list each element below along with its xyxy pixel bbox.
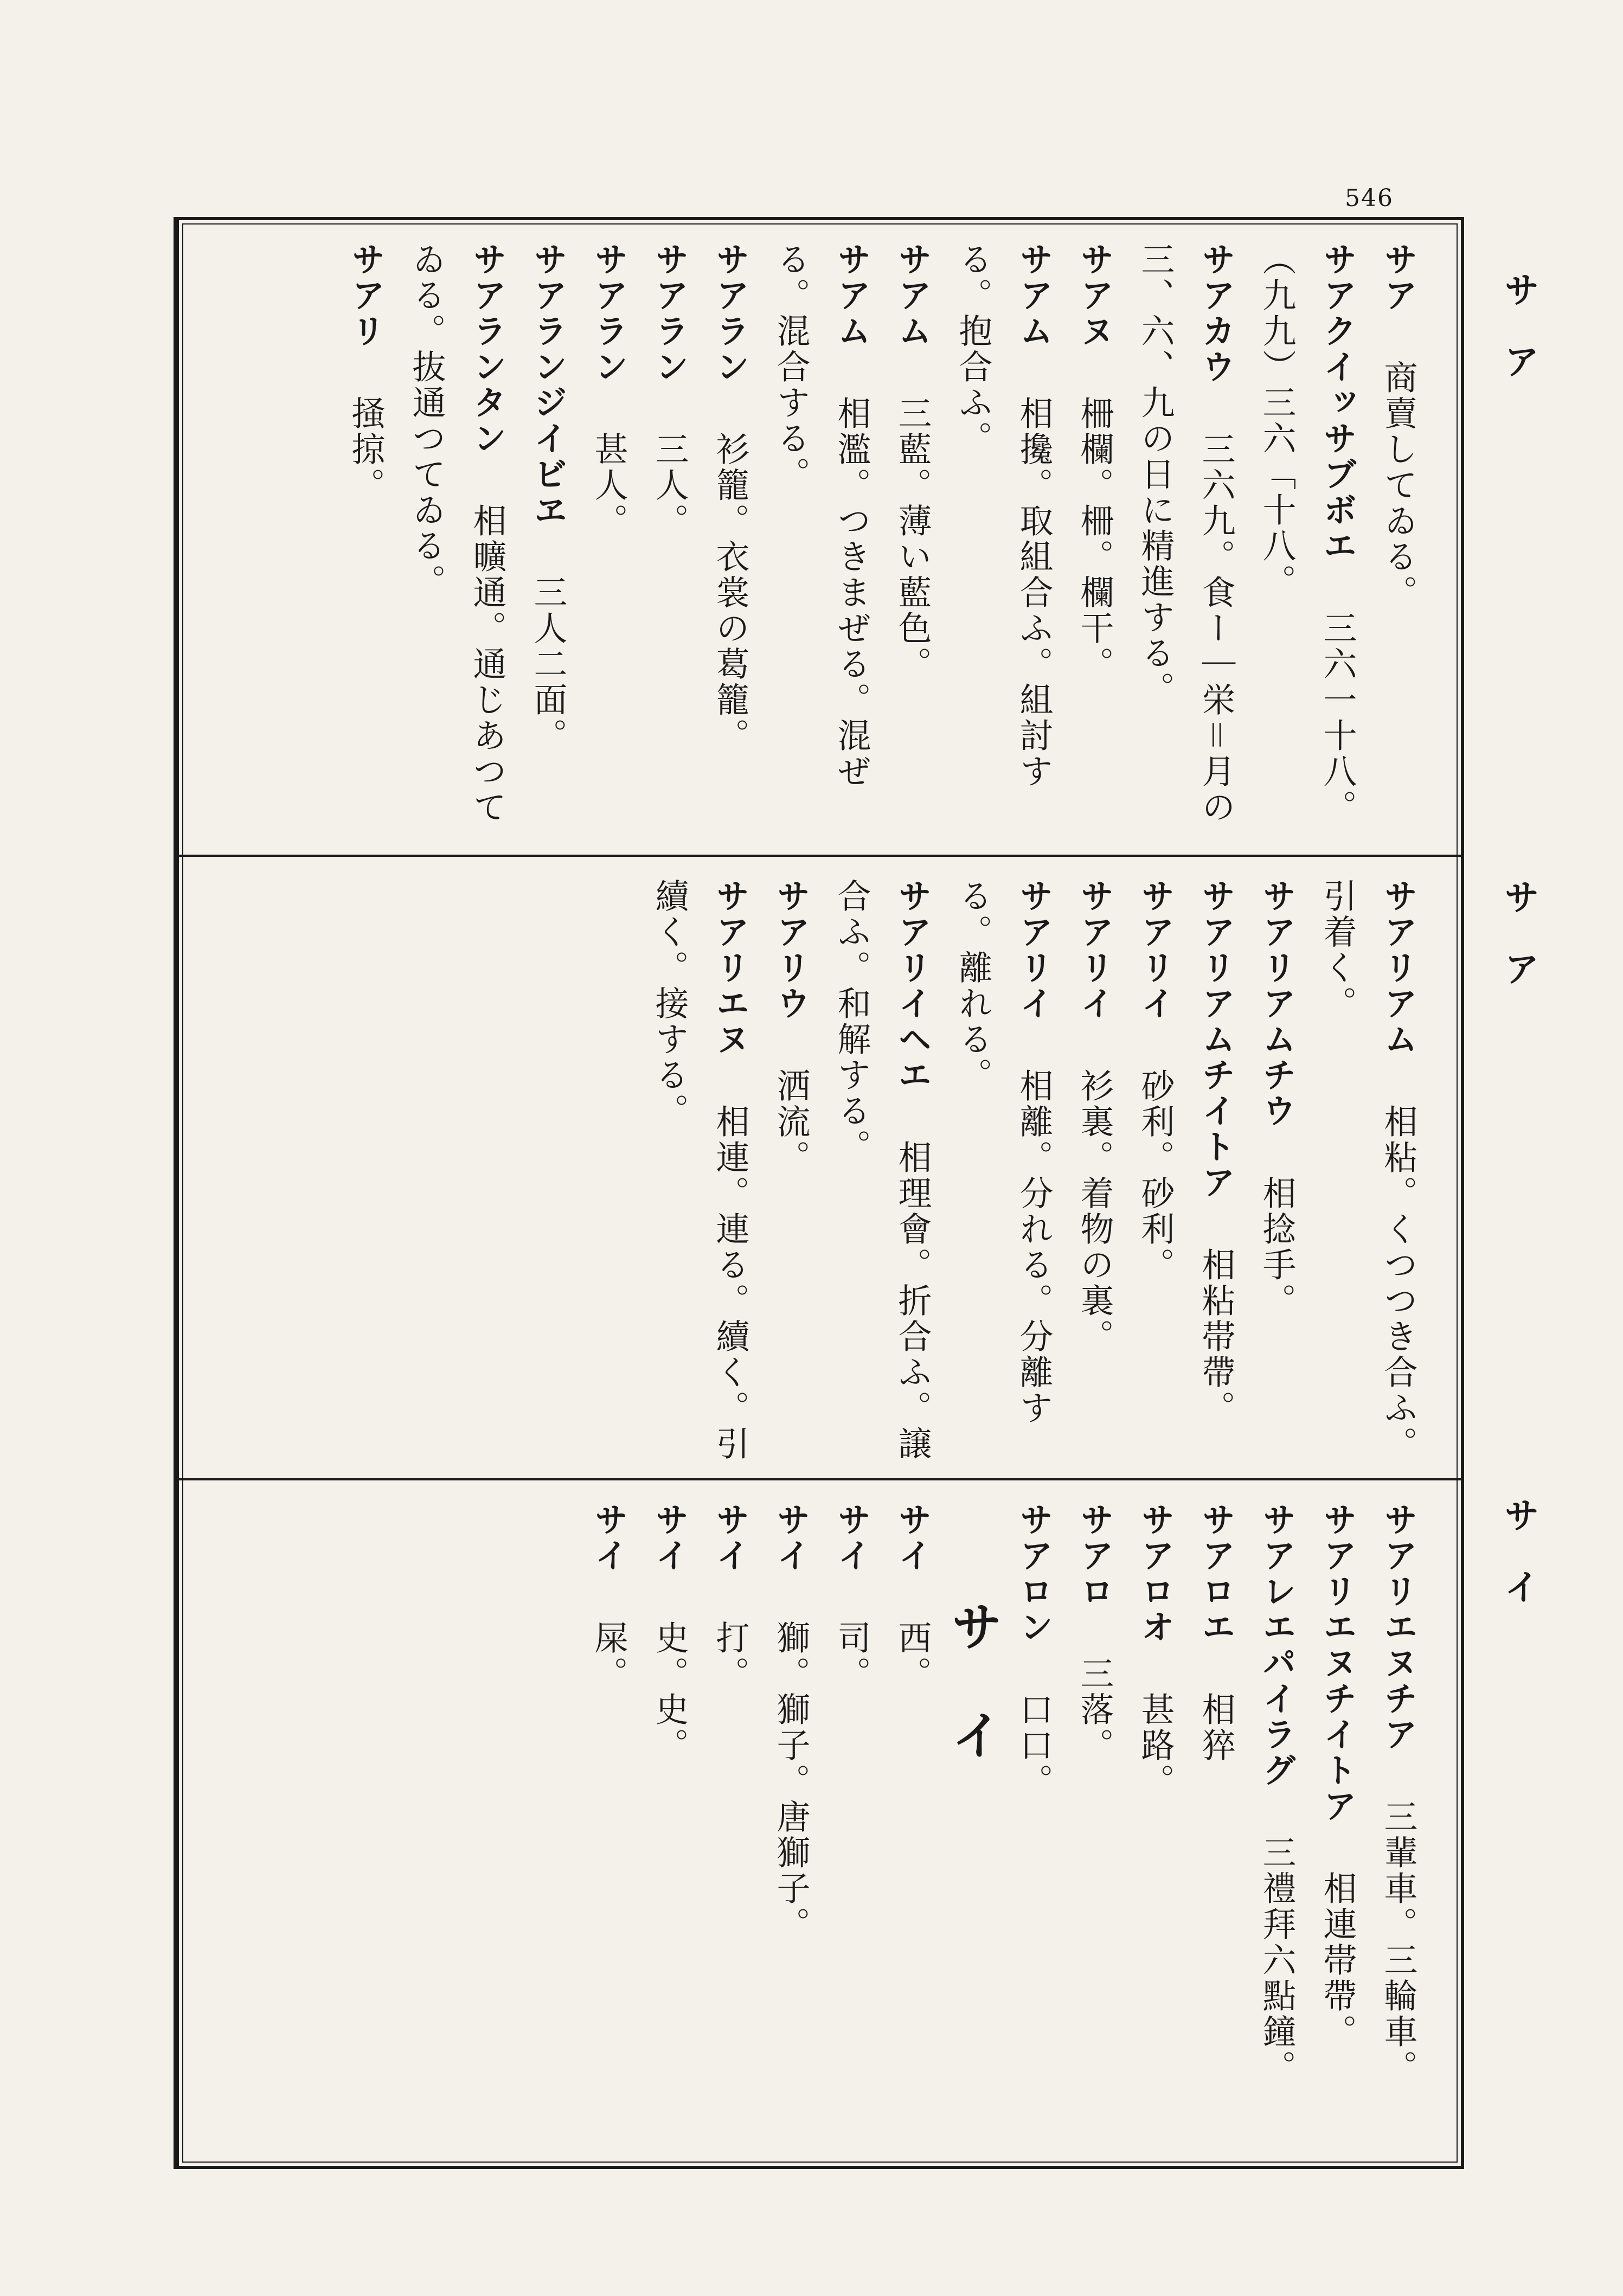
entry-headword: サアラン [650,242,689,421]
dictionary-entry [1368,1502,1428,2151]
entry-headword: サアリエヌチイトア [1318,1502,1357,1860]
entry-definition: 西。 [893,1620,932,1692]
dictionary-entry [700,1502,760,2151]
entry-definition: 史。史。 [650,1620,689,1763]
entry-definition: 相捻手。 [1257,1176,1297,1319]
entry-headword: サアクイッサブボエ [1318,242,1357,600]
tier-middle-columns [206,878,1428,1462]
dictionary-entry [1003,1502,1064,2151]
entry-definition: 相粘帯帶。 [1196,1247,1236,1426]
entry-headword: サアリエヌチア [1378,1502,1418,1788]
entry-headword: サアリ [346,242,386,385]
dictionary-entry [1064,242,1125,838]
section-title: サ イ [942,1600,1003,1762]
entry-definition: 掻掠。 [346,396,386,503]
dictionary-entry [578,242,639,838]
entry-headword: サアリアムチイトア [1196,878,1236,1236]
entry-definition: 相離。分れる。分離する。離れる。 [953,878,1054,1426]
dictionary-entry [1125,878,1185,1462]
entry-headword: サイ [710,1502,750,1609]
dictionary-entry [639,1502,700,2151]
dictionary-entry [821,1502,882,2151]
running-head-bottom: サ イ [1498,1497,1539,1604]
entry-headword: サア [1378,242,1418,349]
dictionary-entry [882,242,942,838]
entry-headword: サアリエヌ [710,878,750,1093]
entry-definition: 相猝 [1196,1692,1236,1763]
entry-headword: サアリイヘエ [893,878,932,1129]
entry-definition: 三藍。薄い藍色。 [893,396,932,682]
entry-definition: 獅。獅子。唐獅子。 [771,1620,811,1942]
entry-headword: サアリアム [1378,878,1418,1093]
entry-definition: 口口。 [1014,1692,1054,1799]
entry-headword: サアリイ [1014,878,1054,1057]
dictionary-entry [1125,1502,1185,2151]
entry-headword: サイ [893,1502,932,1609]
dictionary-entry [1064,878,1125,1462]
tier-bottom [179,1478,1461,2167]
entry-definition: 三禮拜六點鐘。 [1257,1835,1297,2086]
entry-definition: 相攙。取組合ふ。組討する。抱合ふ。 [953,242,1054,790]
tier-top-columns [206,242,1428,838]
dictionary-entry [396,242,517,838]
dictionary-frame [174,217,1464,2169]
entry-definition: 甚路。 [1136,1692,1175,1799]
entry-definition: 洒流。 [771,1068,811,1176]
dictionary-entry [942,878,1064,1462]
entry-definition: 相粘。くつつき合ふ。引着く。 [1318,878,1418,1462]
entry-definition: 甚人。 [589,432,628,539]
dictionary-entry [700,242,760,838]
entry-definition: 三人二面。 [528,575,568,754]
entry-headword: サアム [893,242,932,385]
entry-headword: サアランジイビヱ [528,242,568,564]
dictionary-entry [942,242,1064,838]
dictionary-entry [1307,878,1428,1462]
dictionary-entry [1064,1502,1125,2151]
dictionary-entry [1246,1502,1307,2151]
entry-definition: 相連。連る。續く。引續く。接する。 [650,878,750,1462]
entry-definition: 三輩車。三輪車。 [1378,1799,1418,2086]
entry-headword: サアリイ [1075,878,1114,1057]
entry-definition: 屎。 [589,1620,628,1692]
dictionary-entry [760,878,821,1462]
entry-headword: サアヌ [1075,242,1114,385]
entry-definition: 司。 [832,1620,871,1692]
entry-definition: 三六一十八。（九九）三六「十八。 [1257,242,1357,825]
entry-headword: サアレエパイラグ [1257,1502,1297,1824]
entry-definition: 柵欄。柵。欄干。 [1075,396,1114,682]
dictionary-entry [760,1502,821,2151]
tier-middle [179,855,1461,1478]
entry-headword: サイ [771,1502,811,1609]
dictionary-entry [578,1502,639,2151]
dictionary-entry [1185,878,1246,1462]
entry-headword: サアリアムチウ [1257,878,1297,1165]
entry-headword: サアロン [1014,1502,1054,1681]
entry-definition: 衫籠。衣裳の葛籠。 [710,432,750,754]
dictionary-entry [1125,242,1246,838]
dictionary-entry [882,1502,942,2151]
entry-headword: サイ [589,1502,628,1609]
dictionary-entry [821,878,942,1462]
dictionary-entry [517,242,578,838]
entry-headword: サアロエ [1196,1502,1236,1681]
entry-definition: 相濫。つきまぜる。混ぜる。混合する。 [771,242,871,790]
entry-definition: 三六九。食ー｜栄＝月の三、六、九の日に精進する。 [1136,242,1236,825]
entry-definition: 衫裏。着物の裏。 [1075,1068,1114,1355]
page-number: 546 [1345,184,1394,212]
entry-definition: 商賣してゐる。 [1378,360,1418,611]
entry-headword: サアリウ [771,878,811,1057]
entry-definition: 三落。 [1075,1656,1114,1763]
dictionary-entry [639,878,760,1462]
dictionary-entry [335,242,396,838]
entry-definition: 相連帯帶。 [1318,1871,1357,2050]
dictionary-entry [1307,1502,1368,2151]
running-head-top: サ ア [1498,271,1539,379]
dictionary-entry [760,242,882,838]
entry-headword: サアリイ [1136,878,1175,1057]
entry-headword: サアラン [710,242,750,421]
entry-headword: サイ [832,1502,871,1609]
dictionary-entry [639,242,700,838]
entry-headword: サアム [1014,242,1054,385]
entry-definition: 打。 [710,1620,750,1692]
entry-headword: サアラン [589,242,628,421]
entry-headword: サアランタン [467,242,507,492]
tier-top [179,220,1461,855]
entry-definition: 三人。 [650,432,689,539]
running-head-middle: サ ア [1498,878,1539,986]
entry-headword: サアロオ [1136,1502,1175,1681]
entry-definition: 砂利。砂利。 [1136,1068,1175,1283]
entry-definition: 相曠通。通じあつてゐる。抜通つてゐる。 [407,242,507,825]
entry-headword: サアム [832,242,871,385]
entry-definition: 相理會。折合ふ。譲合ふ。和解する。 [832,878,932,1462]
tier-bottom-columns [206,1502,1428,2151]
entry-headword: サアロ [1075,1502,1114,1645]
dictionary-entry [1185,1502,1246,2151]
dictionary-entry [1368,242,1428,838]
dictionary-entry [1246,242,1368,838]
entry-headword: サアカウ [1196,242,1236,421]
entry-headword: サイ [650,1502,689,1609]
dictionary-entry [1246,878,1307,1462]
